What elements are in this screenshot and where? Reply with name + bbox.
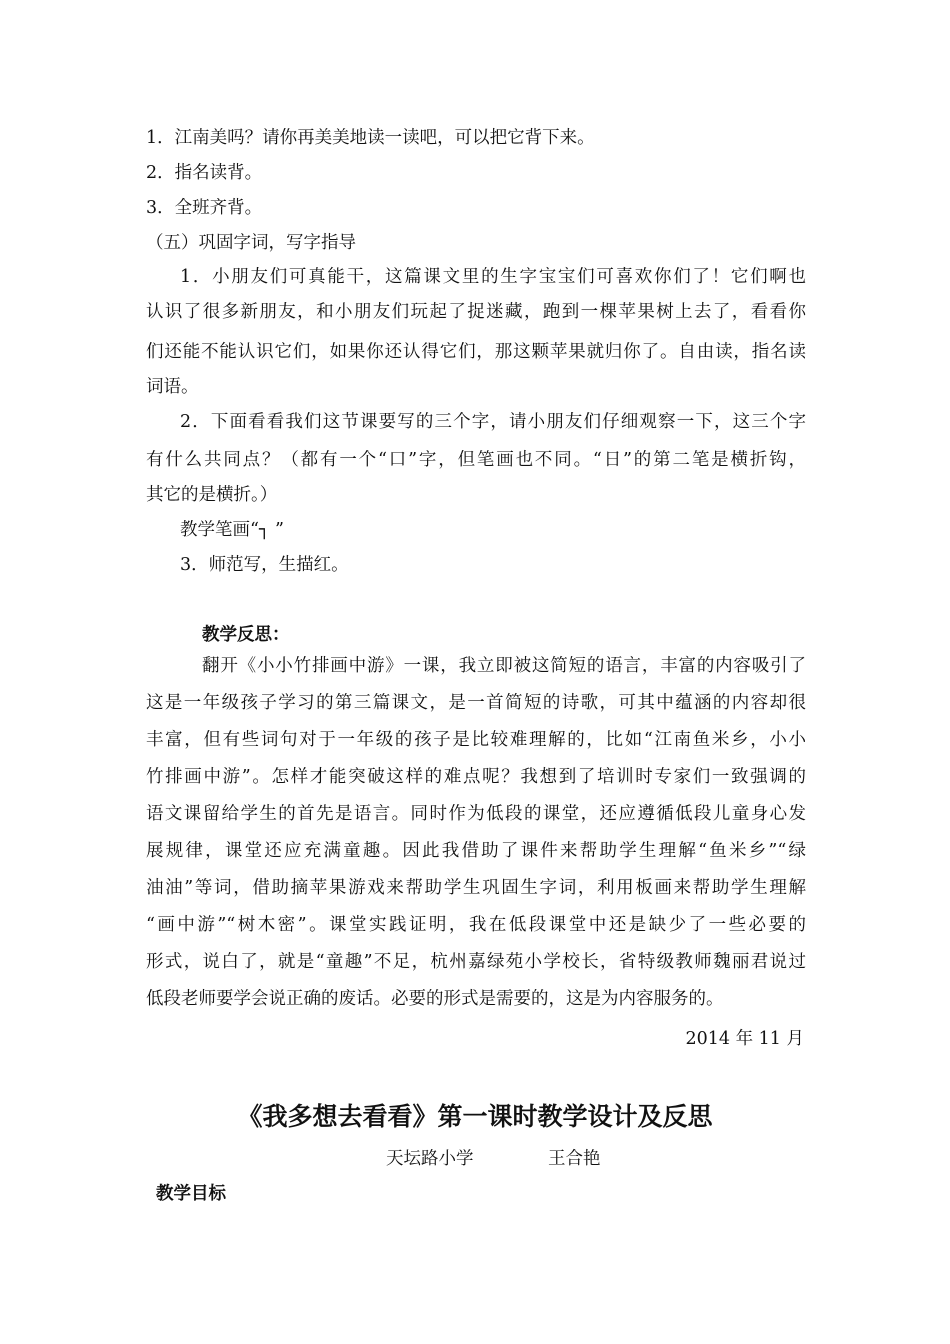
school-name: 天坛路小学	[386, 1149, 474, 1169]
paragraph-2-line: 有什么共同点？（都有一个“口”字，但笔画也不同。“日”的第二笔是横折钩，	[146, 450, 806, 470]
reflection-line: 这是一年级孩子学习的第三篇课文，是一首简短的诗歌，可其中蕴涵的内容却很	[146, 693, 806, 713]
step-3-trace: 3．师范写，生描红。	[180, 555, 349, 575]
reflection-line: 油油”等词，借助摘苹果游戏来帮助学生巩固生字词，利用板画来帮助学生理解	[146, 878, 806, 898]
section-heading-objectives: 教学目标	[156, 1184, 226, 1204]
reflection-line: 丰富，但有些词句对于一年级的孩子是比较难理解的，比如“江南鱼米乡，小小	[146, 730, 806, 750]
paragraph-2-line: 其它的是横折。）	[146, 485, 278, 505]
reflection-line: 翻开《小小竹排画中游》一课，我立即被这简短的语言，丰富的内容吸引了	[202, 656, 806, 676]
reflection-heading: 教学反思：	[202, 625, 290, 645]
paragraph-1-line: 认识了很多新朋友，和小朋友们玩起了捉迷藏，跑到一棵苹果树上去了，看看你	[146, 302, 806, 322]
paragraph-2-line: 2．下面看看我们这节课要写的三个字，请小朋友们仔细观察一下，这三个字	[180, 412, 806, 432]
reflection-line: 低段老师要学会说正确的废话。必要的形式是需要的，这是为内容服务的。	[146, 989, 724, 1009]
stroke-line: 教学笔画“┐ ”	[180, 520, 284, 540]
paragraph-1-line: 们还能不能认识它们，如果你还认得它们，那这颗苹果就归你了。自由读，指名读	[146, 342, 806, 362]
step-2-recite: 2．指名读背。	[146, 163, 263, 183]
paragraph-1-line: 1．小朋友们可真能干，这篇课文里的生字宝宝们可喜欢你们了！它们啊也	[180, 267, 806, 287]
reflection-line: 展规律，课堂还应充满童趣。因此我借助了课件来帮助学生理解“鱼米乡”“绿	[146, 841, 806, 861]
reflection-line: 语文课留给学生的首先是语言。同时作为低段的课堂，还应遵循低段儿童身心发	[146, 804, 806, 824]
lesson-title: 《我多想去看看》第一课时教学设计及反思	[237, 1102, 713, 1131]
reflection-date: 2014 年 11 月	[685, 1029, 804, 1049]
reflection-line: 形式，说白了，就是“童趣”不足，杭州嘉绿苑小学校长，省特级教师魏丽君说过	[146, 952, 806, 972]
author-name: 王合艳	[548, 1149, 601, 1169]
reflection-line: 竹排画中游”。怎样才能突破这样的难点呢？我想到了培训时专家们一致强调的	[146, 767, 806, 787]
section-5-heading: （五）巩固字词，写字指导	[146, 233, 356, 253]
paragraph-1-line: 词语。	[146, 377, 199, 397]
reflection-line: “画中游”“树木密”。课堂实践证明，我在低段课堂中还是缺少了一些必要的	[146, 915, 806, 935]
step-1-recite: 1．江南美吗？请你再美美地读一读吧，可以把它背下来。	[146, 128, 595, 148]
step-3-recite: 3．全班齐背。	[146, 198, 263, 218]
